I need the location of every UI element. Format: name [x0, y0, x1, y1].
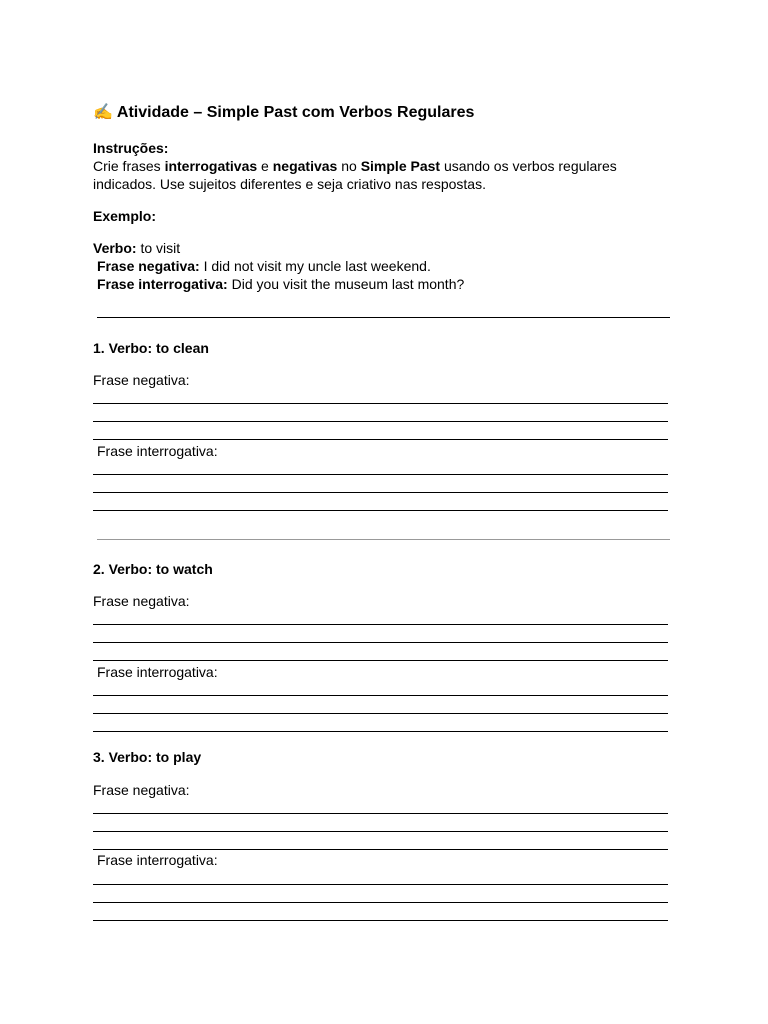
answer-line[interactable]: [93, 660, 668, 661]
example-interrogative: [97, 275, 464, 293]
answer-line[interactable]: [93, 403, 668, 404]
example-negative-value: I did not visit my uncle last weekend.: [199, 258, 431, 274]
instructions-label: Instruções:: [93, 140, 169, 156]
example-interrogative-value: Did you visit the museum last month?: [227, 276, 465, 292]
instructions-text: no: [337, 158, 361, 174]
example-verb-label: Verbo:: [93, 240, 137, 256]
exercise-2-negative-label: Frase negativa:: [93, 593, 190, 609]
answer-line[interactable]: [93, 920, 668, 921]
answer-line[interactable]: [93, 849, 668, 850]
section-divider: [97, 539, 670, 540]
example-negative-label: Frase negativa:: [97, 258, 200, 274]
instructions-line-1: [93, 157, 617, 175]
exercise-2-heading: 2. Verbo: to watch: [93, 561, 213, 577]
instructions-line-2: indicados. Use sujeitos diferentes e seja criativo nas respostas.: [93, 176, 486, 192]
answer-line[interactable]: [93, 421, 668, 422]
answer-line[interactable]: [93, 510, 668, 511]
instructions-text: usando os verbos regulares: [440, 158, 617, 174]
answer-line[interactable]: [93, 474, 668, 475]
instructions-text: e: [257, 158, 273, 174]
section-divider: [97, 317, 670, 318]
answer-line[interactable]: [93, 695, 668, 696]
example-verb: [93, 239, 180, 257]
exercise-3-interrogative-label: Frase interrogativa:: [97, 852, 218, 868]
exercise-1-heading: 1. Verbo: to clean: [93, 340, 209, 356]
answer-line[interactable]: [93, 713, 668, 714]
writing-hand-icon: ✍: [93, 104, 113, 121]
example-interrogative-label: Frase interrogativa:: [97, 276, 228, 292]
example-negative: [97, 257, 431, 275]
instructions-text: Crie frases: [93, 158, 165, 174]
page-title-text: Atividade – Simple Past com Verbos Regulares: [116, 104, 475, 121]
answer-line[interactable]: [93, 813, 668, 814]
exercise-1-interrogative-label: Frase interrogativa:: [97, 443, 218, 459]
instructions-bold-negativas: negativas: [272, 158, 338, 174]
exercise-3-negative-label: Frase negativa:: [93, 782, 190, 798]
instructions-bold-simple-past: Simple Past: [360, 158, 441, 174]
answer-line[interactable]: [93, 642, 668, 643]
example-label: Exemplo:: [93, 208, 157, 224]
exercise-1-negative-label: Frase negativa:: [93, 372, 190, 388]
page-title: [93, 102, 474, 124]
instructions-bold-interrogativas: interrogativas: [164, 158, 258, 174]
answer-line[interactable]: [93, 902, 668, 903]
answer-line[interactable]: [93, 731, 668, 732]
answer-line[interactable]: [93, 831, 668, 832]
answer-line[interactable]: [93, 884, 668, 885]
answer-line[interactable]: [93, 439, 668, 440]
answer-line[interactable]: [93, 624, 668, 625]
exercise-3-heading: 3. Verbo: to play: [93, 749, 202, 765]
example-verb-value: to visit: [136, 240, 181, 256]
exercise-2-interrogative-label: Frase interrogativa:: [97, 664, 218, 680]
answer-line[interactable]: [93, 492, 668, 493]
